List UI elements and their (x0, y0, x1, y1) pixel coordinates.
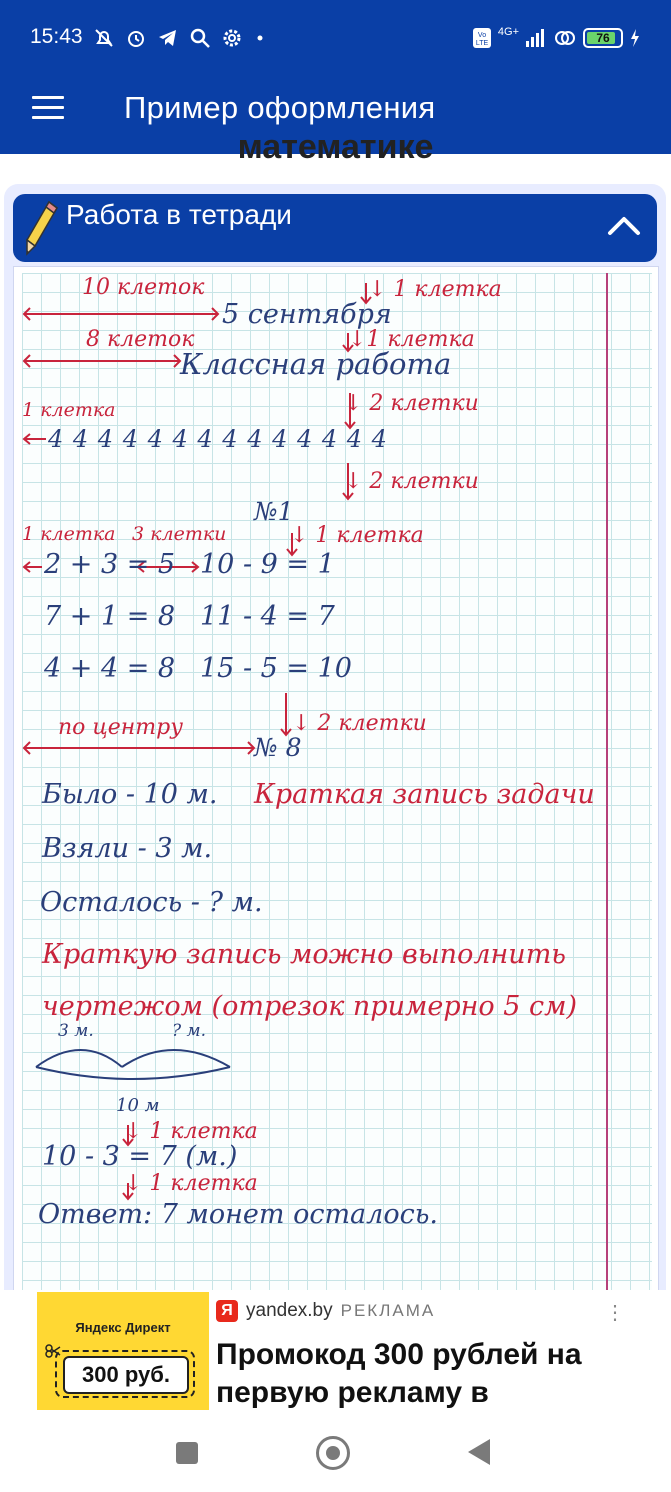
hw-line: 10 м (116, 1095, 160, 1116)
ad-label: РЕКЛАМА (340, 1301, 436, 1320)
menu-button[interactable] (32, 96, 64, 120)
hw-line: 1 клетка (22, 523, 116, 545)
telegram-icon (156, 26, 180, 50)
hw-line: Осталось - ? м. (40, 887, 263, 918)
status-icons-right (472, 24, 641, 52)
notebook-image (13, 266, 659, 1298)
hw-line: 11 - 4 = 7 (200, 601, 335, 632)
hw-line: 3 клетки (132, 523, 227, 545)
hw-line: Краткую запись можно выполнить (42, 939, 566, 970)
hw-line: 15 - 5 = 10 (200, 653, 352, 684)
battery-level: 76 (596, 31, 610, 45)
status-icons-left (92, 24, 268, 52)
hw-line: Краткая запись задачи (254, 779, 595, 810)
notebook-handwriting (22, 273, 652, 1297)
hw-line: 2 + 3 = 5 (44, 549, 176, 580)
system-nav-bar (0, 1412, 671, 1492)
svg-text:LTE: LTE (475, 40, 489, 47)
status-time: 15:43 (30, 25, 83, 48)
home-button[interactable] (316, 1436, 350, 1470)
dot-icon (252, 26, 268, 50)
hamburger-line (32, 106, 64, 109)
hw-line: Было - 10 м. (42, 779, 218, 810)
hw-line: 7 + 1 = 8 (44, 601, 176, 632)
svg-text:Vo: Vo (477, 32, 486, 39)
hw-line: 10 клеток (82, 275, 205, 300)
hw-line: ↓1 клетка (348, 327, 475, 352)
hw-line: ? м. (172, 1021, 207, 1041)
volte-icon (472, 27, 492, 49)
hw-line: № 8 (254, 733, 302, 762)
main-content[interactable] (0, 128, 671, 1290)
charging-bolt-icon (629, 27, 641, 49)
ad-image[interactable] (37, 1292, 209, 1410)
accordion-title: Работа в тетради (66, 199, 292, 230)
accordion-header[interactable] (13, 194, 657, 262)
ad-coupon (55, 1350, 195, 1398)
battery-icon (583, 28, 623, 48)
hw-line: 8 клеток (86, 327, 195, 352)
hamburger-line (32, 96, 64, 99)
mute-bell-icon (92, 26, 116, 50)
hw-line: по центру (58, 715, 183, 740)
ad-banner[interactable] (0, 1290, 671, 1412)
search-icon (188, 26, 212, 50)
hw-line: 3 м. (58, 1021, 94, 1041)
ad-coupon-value: 300 руб. (63, 1356, 189, 1394)
hw-line: 5 сентября (222, 299, 392, 330)
back-button[interactable] (468, 1439, 490, 1465)
hw-line: ↓ 1 клетка (368, 277, 502, 302)
hw-line: Классная работа (180, 347, 452, 381)
hw-line: ↓ 2 клетки (344, 469, 479, 494)
ad-brand: Яндекс Директ (75, 1320, 171, 1335)
hamburger-line (32, 116, 64, 119)
ad-source (216, 1300, 435, 1322)
alarm-icon (124, 26, 148, 50)
notebook-grid (22, 273, 652, 1297)
hw-line: чертежом (отрезок примерно 5 см) (42, 991, 578, 1022)
ad-domain: yandex.by (246, 1300, 333, 1321)
gear-icon (220, 26, 244, 50)
section-heading: математике (237, 128, 434, 166)
hw-line: ↓ 2 клетки (344, 391, 479, 416)
hw-line: ↓ 2 клетки (292, 711, 427, 736)
page-title: Пример оформления (124, 90, 436, 125)
hw-line: №1 (254, 497, 294, 526)
ad-menu-icon[interactable]: ⋮ (605, 1302, 625, 1324)
yandex-logo-icon: Я (216, 1300, 238, 1322)
hw-line: ↓ 1 клетка (124, 1171, 258, 1196)
link-icon (553, 27, 577, 49)
hw-line: 4 4 4 4 4 4 4 4 4 4 4 4 4 4 (48, 425, 388, 453)
hw-line: 10 - 9 = 1 (200, 549, 335, 580)
ad-headline[interactable]: Промокод 300 рублей на первую рекламу в (216, 1338, 582, 1409)
scissors-icon (45, 1344, 61, 1358)
hw-line: Ответ: 7 монет осталось. (38, 1199, 438, 1230)
chevron-up-icon[interactable] (607, 214, 641, 236)
hw-line: 1 клетка (22, 399, 116, 421)
hw-line: ↓ 1 клетка (124, 1119, 258, 1144)
network-type: 4G+ (497, 26, 519, 38)
hw-line: 4 + 4 = 8 (44, 653, 176, 684)
recents-button[interactable] (176, 1442, 198, 1464)
hw-line: 10 - 3 = 7 (м.) (42, 1141, 238, 1172)
pencil-icon (23, 200, 59, 256)
signal-icon (525, 27, 547, 49)
hw-line: Взяли - 3 м. (42, 833, 213, 864)
status-bar (0, 0, 671, 76)
hw-line: ↓ 1 клетка (290, 523, 424, 548)
